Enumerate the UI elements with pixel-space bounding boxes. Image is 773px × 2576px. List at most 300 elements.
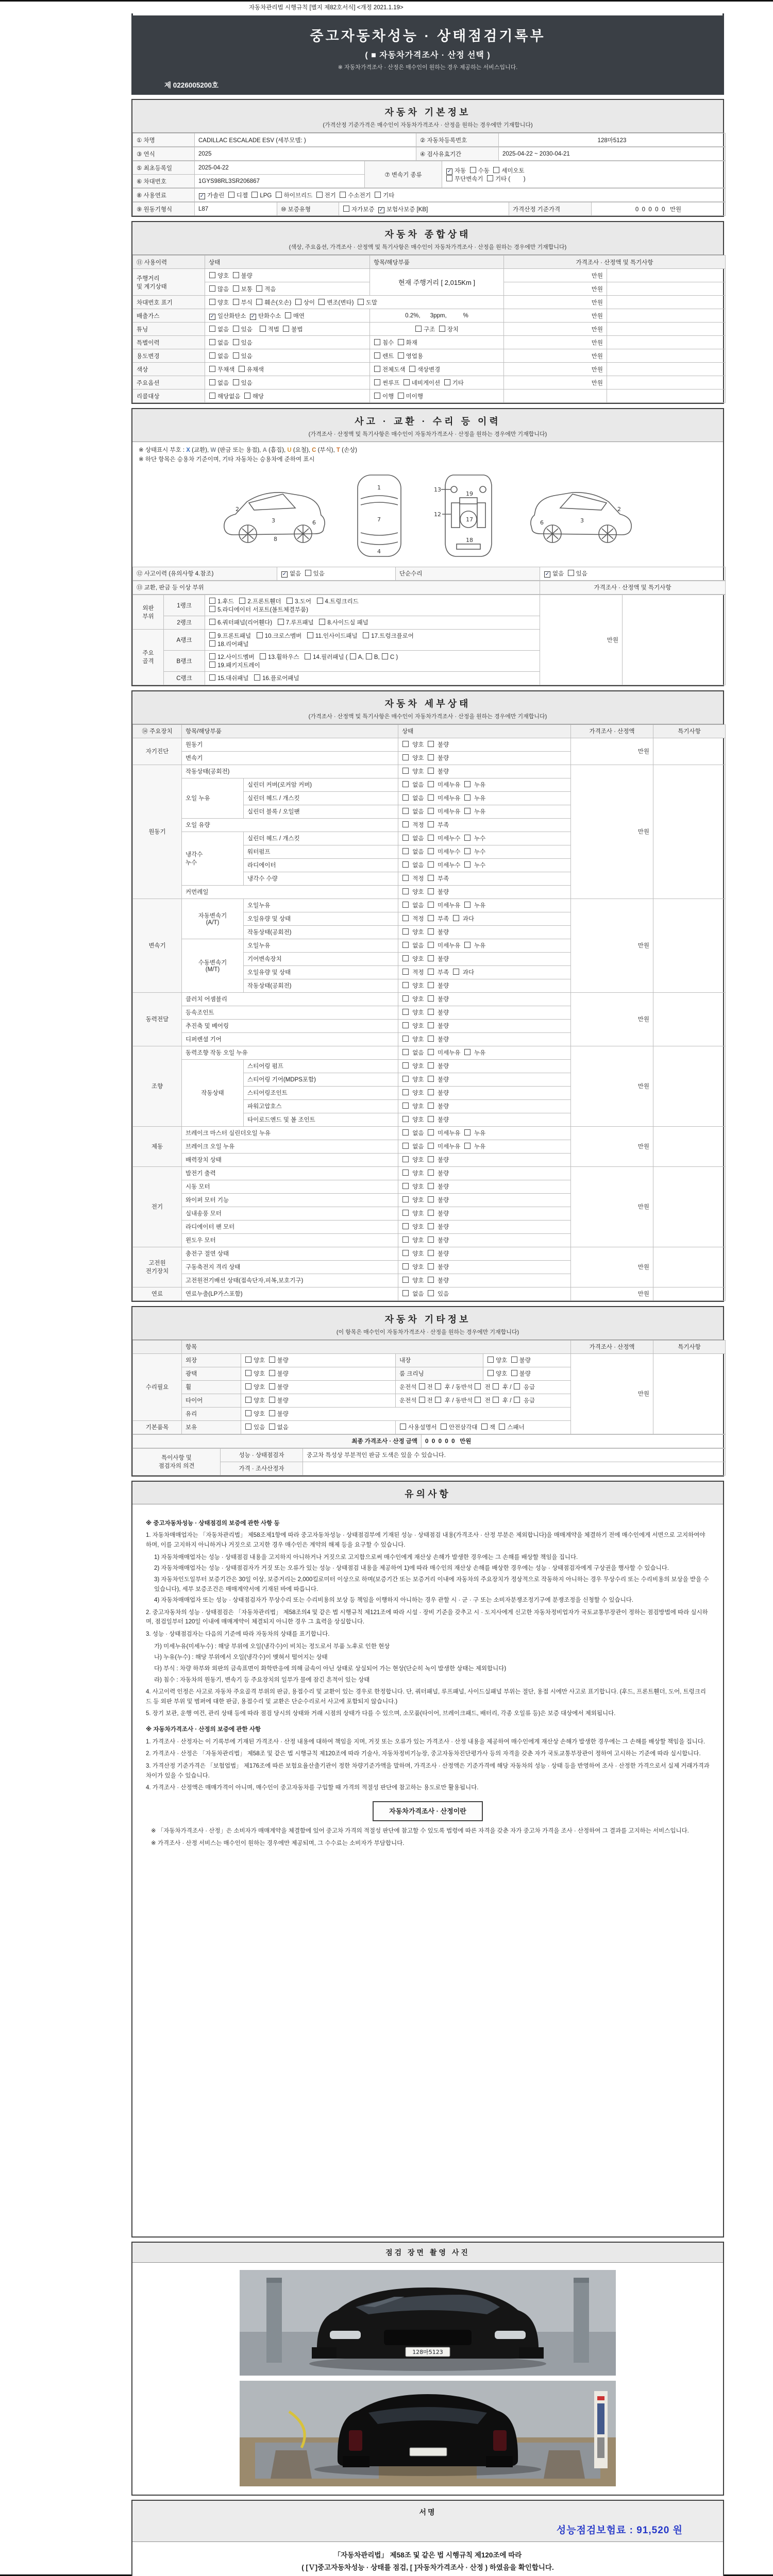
checkbox[interactable] bbox=[419, 1397, 425, 1403]
checkbox[interactable] bbox=[428, 1129, 434, 1136]
checkbox[interactable] bbox=[233, 379, 239, 385]
checkbox[interactable] bbox=[402, 754, 409, 760]
checkbox[interactable] bbox=[428, 1223, 434, 1229]
checkbox[interactable] bbox=[514, 1383, 520, 1389]
checkbox[interactable] bbox=[428, 1089, 434, 1095]
table-cell: 발전기 출력 bbox=[182, 1166, 398, 1180]
checkbox[interactable] bbox=[209, 285, 215, 292]
table-cell: 라디에이터 팬 모터 bbox=[182, 1220, 398, 1233]
checkbox[interactable] bbox=[428, 1062, 434, 1069]
table-cell: 만원 bbox=[504, 336, 607, 349]
notice-line: 2. 가격조사 · 산정은 「자동차관리법」 제58조 및 같은 법 시행규칙 제120조에 따라 기술사, 자동차정비기능장, 중고자동차진단평가사 등의 자격을 갖춘 자가 국토교통부장관이 정하여 고시하는 기준에 따라 실시합니다. bbox=[146, 1751, 701, 1757]
document-number: 제 0226005200호 bbox=[164, 81, 219, 89]
table-cell: ⑩ 보증유형 bbox=[277, 202, 339, 216]
checkbox[interactable] bbox=[402, 1009, 409, 1015]
notice-line: 2. 중고자동차의 성능 · 상태점검은 「자동차관리법」 제58조의4 및 같은 법 시행규칙 제121조에 따라 시설 · 장비 기준을 갖추고 시 · 도지사에게 신고한 자동차정비업자가 국토교통부장관이 정하는 점검방법에 따라 실시하며, 점검일부터 120일 이내에 매매계약이 체결되지 아니한 경우 그 효력을 상실합니다. bbox=[146, 1609, 708, 1625]
table-cell: 만원 bbox=[504, 282, 607, 296]
table-cell bbox=[607, 363, 726, 376]
table-cell: 용도변경 bbox=[133, 349, 205, 363]
section-accident-title: 사고 · 교환 · 수리 등 이력 bbox=[355, 416, 501, 427]
checkbox[interactable] bbox=[428, 1116, 434, 1122]
checkbox[interactable] bbox=[245, 1383, 251, 1389]
table-cell: 연료 bbox=[133, 1287, 182, 1300]
table-cell: 수동변속기 (M/T) bbox=[182, 939, 244, 992]
checkbox[interactable] bbox=[428, 1263, 434, 1269]
checkbox[interactable] bbox=[209, 339, 215, 345]
checkbox[interactable] bbox=[428, 1250, 434, 1256]
checkbox[interactable] bbox=[276, 192, 282, 198]
checkbox[interactable] bbox=[428, 1009, 434, 1015]
checkbox[interactable] bbox=[402, 942, 409, 948]
table-cell bbox=[133, 1340, 182, 1353]
checkbox[interactable] bbox=[245, 1397, 251, 1403]
table-cell: 없음 미세누수 누수 bbox=[398, 845, 571, 858]
checkbox[interactable] bbox=[464, 861, 470, 868]
table-cell: 양호 불량 bbox=[398, 1260, 571, 1274]
checkbox[interactable] bbox=[382, 653, 388, 659]
checkbox[interactable] bbox=[493, 1397, 499, 1403]
checkbox[interactable] bbox=[209, 632, 215, 638]
checkbox[interactable] bbox=[209, 299, 215, 305]
diagram-number-sill: 8 bbox=[274, 535, 277, 543]
checkbox[interactable] bbox=[428, 835, 434, 841]
section-detail-subtitle: (가격조사 · 산정액 및 특기사항은 매수인이 자동차가격조사 · 산정을 원하는 경우에만 기재합니다) bbox=[308, 713, 547, 720]
checkbox[interactable] bbox=[428, 821, 434, 827]
checkbox[interactable] bbox=[428, 1103, 434, 1109]
table-cell: ⑧ 사용연료 bbox=[133, 189, 195, 202]
checkbox[interactable] bbox=[209, 619, 215, 625]
checkbox[interactable] bbox=[402, 781, 409, 787]
table-cell: 가격조사 · 산정액 및 특기사항 bbox=[504, 256, 726, 269]
checkbox[interactable] bbox=[428, 1277, 434, 1283]
checkbox[interactable] bbox=[404, 379, 410, 385]
checkbox[interactable] bbox=[278, 619, 284, 625]
checkbox[interactable] bbox=[428, 1196, 434, 1202]
checkbox[interactable] bbox=[209, 393, 215, 399]
table-cell: 만원 bbox=[571, 738, 653, 765]
checkbox[interactable] bbox=[428, 1183, 434, 1189]
checkbox[interactable] bbox=[481, 1423, 488, 1430]
notice-line: 1. 자동차매매업자는 「자동차관리법」 제58조제1항에 따라 중고자동차성능 · 상태점검부에 기재된 성능 · 상태점검 내용(가격조사 · 산정 부분은 제외합니다)을 매매계약을 체결하기 전에 매수인에게 서면으로 고지하여야 하며, 이를 고지하지 아니하거나 거짓으로 고지한 경우 매수인은 계약의 해제 등을 요구할 수 있습니다. bbox=[146, 1532, 705, 1549]
car-diagram-side-right bbox=[527, 477, 637, 554]
checkbox[interactable] bbox=[239, 598, 245, 604]
checkbox-checked[interactable]: ✓ bbox=[282, 571, 287, 578]
table-cell: 실린더 커버(로커암 커버) bbox=[244, 778, 398, 791]
checkbox[interactable] bbox=[499, 1423, 505, 1430]
checkbox[interactable] bbox=[402, 888, 409, 894]
checkbox[interactable] bbox=[415, 326, 422, 332]
table-cell: 원동기 bbox=[133, 765, 182, 899]
notice-line: ※ 「자동차가격조사 · 산정」은 소비자가 매매계약을 체결함에 있어 중고차 가격의 적절성 판단에 참고할 수 있도록 법령에 따른 자격을 갖춘 자가 중고차 가격을 조사 · 산정하여 그 결과를 고지하는 서비스입니다. bbox=[151, 1827, 689, 1834]
checkbox-checked[interactable]: ✓ bbox=[379, 207, 384, 213]
checkbox[interactable] bbox=[239, 366, 245, 372]
checkbox[interactable] bbox=[402, 768, 409, 774]
checkbox[interactable] bbox=[283, 326, 289, 332]
checkbox[interactable] bbox=[374, 393, 380, 399]
checkbox[interactable] bbox=[363, 632, 369, 638]
overall-state-table bbox=[132, 255, 723, 403]
status-code: A bbox=[262, 447, 267, 453]
checkbox-checked[interactable]: ✓ bbox=[250, 313, 256, 319]
checkbox[interactable] bbox=[319, 619, 325, 625]
table-cell: 제동 bbox=[133, 1126, 182, 1166]
checkbox[interactable] bbox=[475, 1397, 481, 1403]
table-cell: 스티어링 기어(MDPS포함) bbox=[244, 1073, 398, 1086]
checkbox[interactable] bbox=[428, 995, 434, 1002]
checkbox[interactable] bbox=[428, 808, 434, 814]
section-accident-history bbox=[131, 408, 724, 686]
checkbox[interactable] bbox=[419, 1383, 425, 1389]
checkbox[interactable] bbox=[269, 1410, 275, 1416]
checkbox[interactable] bbox=[402, 835, 409, 841]
checkbox[interactable] bbox=[269, 1383, 275, 1389]
basic-info-table-row2 bbox=[132, 147, 723, 161]
checkbox[interactable] bbox=[428, 741, 434, 747]
checkbox[interactable] bbox=[514, 1397, 520, 1403]
checkbox[interactable] bbox=[428, 1022, 434, 1028]
notice-line: 라) 침수 : 자동차의 원동기, 변속기 등 주요장치의 일부가 물에 잠긴 흔적이 있는 상태 bbox=[154, 1676, 370, 1683]
checkbox[interactable] bbox=[428, 888, 434, 894]
checkbox[interactable] bbox=[269, 1397, 275, 1403]
checkbox[interactable] bbox=[464, 781, 470, 787]
checkbox[interactable] bbox=[402, 1250, 409, 1256]
checkbox[interactable] bbox=[374, 339, 380, 345]
notice-line: ※ 가격조사 · 산정 서비스는 매수인이 원하는 경우에만 제공되며, 그 수수료는 소비자가 부담합니다. bbox=[151, 1840, 405, 1847]
checkbox[interactable] bbox=[511, 1357, 517, 1363]
checkbox[interactable] bbox=[464, 1129, 470, 1136]
checkbox[interactable] bbox=[444, 379, 450, 385]
section-detail-state bbox=[131, 690, 724, 1302]
checkbox[interactable] bbox=[374, 352, 380, 359]
checkbox[interactable] bbox=[428, 1076, 434, 1082]
detail-state-table bbox=[132, 724, 723, 1301]
section-basic-info bbox=[131, 99, 724, 217]
table-cell: 오일누유 bbox=[244, 899, 398, 912]
notice-line: 3. 성능 · 상태점검자는 다음의 기준에 따라 자동차의 상태를 표기합니다. bbox=[146, 1631, 330, 1638]
checkbox[interactable] bbox=[402, 1116, 409, 1122]
checkbox[interactable] bbox=[245, 1370, 251, 1376]
section-overall-subtitle: (색상, 주요옵션, 가격조사 · 산정액 및 특기사항은 매수인이 자동차가격조사 · 산정을 원하는 경우에만 기재합니다) bbox=[289, 244, 567, 250]
table-cell: 양호 불량 bbox=[398, 1180, 571, 1193]
checkbox[interactable] bbox=[209, 326, 215, 332]
checkbox[interactable] bbox=[257, 632, 263, 638]
checkbox[interactable] bbox=[402, 1036, 409, 1042]
checkbox-checked[interactable]: ✓ bbox=[447, 168, 452, 174]
checkbox[interactable] bbox=[435, 1383, 441, 1389]
diagram-number-fender-right: 2 bbox=[617, 505, 621, 513]
checkbox[interactable] bbox=[464, 942, 470, 948]
checkbox[interactable] bbox=[453, 969, 459, 975]
checkbox[interactable] bbox=[350, 653, 356, 659]
checkbox[interactable] bbox=[402, 1156, 409, 1162]
checkbox[interactable] bbox=[464, 808, 470, 814]
table-cell: 만원 bbox=[504, 269, 607, 282]
checkbox[interactable] bbox=[428, 1170, 434, 1176]
checkbox[interactable] bbox=[305, 653, 311, 659]
table-cell: 현재 주행거리 [ 2,015Km ] bbox=[370, 269, 504, 296]
checkbox[interactable] bbox=[402, 875, 409, 881]
checkbox[interactable] bbox=[374, 379, 380, 385]
checkbox[interactable] bbox=[402, 821, 409, 827]
table-cell: 냉각수 수량 bbox=[244, 872, 398, 885]
checkbox[interactable] bbox=[402, 969, 409, 975]
table-cell bbox=[607, 336, 726, 349]
checkbox[interactable] bbox=[402, 861, 409, 868]
table-cell: 만원 bbox=[571, 1287, 653, 1300]
checkbox[interactable] bbox=[402, 741, 409, 747]
checkbox[interactable] bbox=[439, 326, 445, 332]
table-cell: 내장 bbox=[396, 1353, 483, 1367]
checkbox[interactable] bbox=[209, 352, 215, 359]
checkbox[interactable] bbox=[464, 1049, 470, 1055]
checkbox[interactable] bbox=[260, 653, 266, 659]
checkbox[interactable] bbox=[256, 285, 262, 292]
diagram-number-trunk: 4 bbox=[377, 548, 381, 555]
checkbox[interactable] bbox=[402, 902, 409, 908]
form-table bbox=[132, 188, 726, 202]
checkbox[interactable] bbox=[233, 285, 239, 292]
checkbox[interactable] bbox=[402, 928, 409, 935]
checkbox[interactable] bbox=[340, 192, 346, 198]
checkbox[interactable] bbox=[209, 272, 215, 278]
checkbox[interactable] bbox=[402, 794, 409, 801]
checkbox[interactable] bbox=[409, 366, 415, 372]
checkbox[interactable] bbox=[366, 653, 372, 659]
table-cell: 128마5123 bbox=[499, 133, 726, 147]
table-cell: 만원 bbox=[504, 323, 607, 336]
checkbox[interactable] bbox=[402, 848, 409, 854]
table-cell bbox=[607, 376, 726, 389]
checkbox[interactable] bbox=[402, 915, 409, 921]
table-cell: 작동상태(공회전) bbox=[244, 925, 398, 939]
checkbox[interactable] bbox=[488, 1370, 494, 1376]
table-cell: 특이사항 및 점검자의 의견 bbox=[133, 1448, 221, 1475]
checkbox[interactable] bbox=[233, 339, 239, 345]
checkbox[interactable] bbox=[402, 1223, 409, 1229]
checkbox[interactable] bbox=[402, 1290, 409, 1296]
checkbox[interactable] bbox=[475, 1383, 481, 1389]
table-cell: 1GYS98RL3SR206867 bbox=[195, 175, 365, 188]
checkbox[interactable] bbox=[269, 1370, 275, 1376]
checkbox[interactable] bbox=[318, 299, 325, 305]
checkbox[interactable] bbox=[428, 955, 434, 961]
checkbox[interactable] bbox=[209, 640, 215, 647]
notice-line: 3) 자동차인도일부터 보증기간은 30일 이상, 보증거리는 2,000킬로미터 이상으로 하며(보증기간 또는 보증거리 이내에 자동차의 주요장치가 정상적으로 작동하지 아니하는 경우 무상수리 또는 수리비용의 보상을 받을 수 있습니다), 세부 보증조건은 매매계약서에 기재된 바에 따릅니다. bbox=[154, 1576, 709, 1592]
notice-line: 4) 자동차매매업자 또는 성능 · 상태점검자가 무상수리 또는 수리비용의 보상 등 책임을 이행하지 아니하는 경우 관할 시 · 군 · 구 또는 소비자분쟁조정기구에 분쟁조정을 신청할 수 있습니다. bbox=[154, 1597, 634, 1604]
checkbox[interactable] bbox=[428, 969, 434, 975]
checkbox[interactable] bbox=[256, 299, 262, 305]
checkbox[interactable] bbox=[464, 848, 470, 854]
checkbox[interactable] bbox=[470, 167, 476, 173]
checkbox[interactable] bbox=[269, 1357, 275, 1363]
checkbox[interactable] bbox=[375, 192, 381, 198]
checkbox[interactable] bbox=[402, 982, 409, 988]
checkbox[interactable] bbox=[245, 1423, 251, 1430]
table-cell: 동력전달 bbox=[133, 992, 182, 1046]
checkbox[interactable] bbox=[317, 598, 323, 604]
table-cell: 양호 불량 bbox=[398, 1019, 571, 1032]
checkbox[interactable] bbox=[260, 326, 266, 332]
checkbox[interactable] bbox=[428, 1036, 434, 1042]
table-cell: 양호 불량 bbox=[398, 1233, 571, 1247]
checkbox[interactable] bbox=[233, 272, 239, 278]
checkbox[interactable] bbox=[428, 861, 434, 868]
checkbox[interactable] bbox=[453, 915, 459, 921]
checkbox[interactable] bbox=[428, 915, 434, 921]
table-cell: 추진축 및 베어링 bbox=[182, 1019, 398, 1032]
checkbox[interactable] bbox=[398, 352, 404, 359]
checkbox[interactable] bbox=[428, 1156, 434, 1162]
checkbox[interactable] bbox=[428, 781, 434, 787]
table-cell bbox=[653, 992, 726, 1046]
checkbox[interactable] bbox=[402, 808, 409, 814]
checkbox[interactable] bbox=[402, 1129, 409, 1136]
table-cell: 만원 bbox=[571, 1046, 653, 1126]
table-cell: 동력조향 작동 오일 누유 bbox=[182, 1046, 398, 1059]
checkbox[interactable] bbox=[464, 794, 470, 801]
checkbox[interactable] bbox=[428, 902, 434, 908]
checkbox[interactable] bbox=[316, 192, 323, 198]
checkbox[interactable] bbox=[285, 312, 291, 318]
checkbox[interactable] bbox=[209, 366, 215, 372]
checkbox[interactable] bbox=[402, 955, 409, 961]
form-table bbox=[132, 161, 726, 188]
checkbox[interactable] bbox=[233, 299, 239, 305]
table-cell bbox=[607, 349, 726, 363]
checkbox[interactable] bbox=[402, 1170, 409, 1176]
table-cell: ✓ 없음 있음 bbox=[277, 567, 396, 580]
signature-label: 서명 bbox=[419, 2507, 436, 2516]
table-cell: 만원 bbox=[571, 899, 653, 992]
table-cell: 양호 불량 bbox=[398, 1274, 571, 1287]
checkbox[interactable] bbox=[269, 1423, 275, 1430]
checkbox[interactable] bbox=[402, 1196, 409, 1202]
checkbox[interactable] bbox=[209, 653, 215, 659]
checkbox[interactable] bbox=[398, 393, 404, 399]
checkbox[interactable] bbox=[464, 1143, 470, 1149]
checkbox[interactable] bbox=[402, 1277, 409, 1283]
form-table bbox=[132, 1434, 726, 1448]
checkbox[interactable] bbox=[209, 379, 215, 385]
table-cell: 항목/해당부품 bbox=[370, 256, 504, 269]
table-cell: 없음 미세누유 누유 bbox=[398, 1140, 571, 1153]
checkbox[interactable] bbox=[488, 1357, 494, 1363]
table-cell: 양호 불량 bbox=[398, 738, 571, 751]
checkbox[interactable] bbox=[402, 1263, 409, 1269]
checkbox[interactable] bbox=[402, 1183, 409, 1189]
table-cell: 전기 bbox=[133, 1166, 182, 1247]
table-cell bbox=[653, 765, 726, 899]
checkbox[interactable] bbox=[428, 794, 434, 801]
checkbox[interactable] bbox=[428, 942, 434, 948]
section-signature bbox=[131, 2500, 724, 2576]
checkbox[interactable] bbox=[428, 1236, 434, 1243]
checkbox-checked[interactable]: ✓ bbox=[210, 313, 215, 319]
checkbox[interactable] bbox=[493, 167, 499, 173]
checkbox[interactable] bbox=[464, 835, 470, 841]
checkbox[interactable] bbox=[402, 1049, 409, 1055]
checkbox[interactable] bbox=[209, 606, 215, 612]
checkbox[interactable] bbox=[209, 598, 215, 604]
checkbox[interactable] bbox=[307, 632, 313, 638]
checkbox[interactable] bbox=[398, 339, 404, 345]
checkbox[interactable] bbox=[464, 902, 470, 908]
checkbox[interactable] bbox=[428, 768, 434, 774]
checkbox[interactable] bbox=[245, 1357, 251, 1363]
checkbox[interactable] bbox=[228, 192, 234, 198]
checkbox[interactable] bbox=[428, 848, 434, 854]
checkbox[interactable] bbox=[295, 299, 301, 305]
table-cell: 수리필요 bbox=[133, 1353, 182, 1420]
checkbox[interactable] bbox=[209, 662, 215, 668]
diagram-number-quarter: 6 bbox=[312, 519, 316, 526]
checkbox[interactable] bbox=[487, 175, 493, 181]
checkbox[interactable] bbox=[402, 1210, 409, 1216]
checkbox[interactable] bbox=[402, 1022, 409, 1028]
checkbox[interactable] bbox=[245, 1410, 251, 1416]
checkbox[interactable] bbox=[435, 1397, 441, 1403]
inspection-photo-rear bbox=[240, 2381, 616, 2486]
checkbox[interactable] bbox=[446, 175, 452, 181]
checkbox[interactable] bbox=[244, 393, 250, 399]
notice-line: 가) 미세누유(미세누수) : 해당 부위에 오일(냉각수)이 비치는 정도로서 부품 노후로 인한 현상 bbox=[154, 1643, 390, 1650]
table-cell: 실린더 블록 / 오일팬 bbox=[244, 805, 398, 818]
checkbox[interactable] bbox=[402, 995, 409, 1002]
checkbox[interactable] bbox=[428, 875, 434, 881]
checkbox[interactable] bbox=[402, 1089, 409, 1095]
table-cell: 없음 미세누유 누유 bbox=[398, 1126, 571, 1140]
form-table bbox=[132, 567, 726, 581]
car-diagram-side-left bbox=[218, 477, 329, 554]
checkbox[interactable] bbox=[428, 754, 434, 760]
checkbox[interactable] bbox=[402, 1062, 409, 1069]
checkbox[interactable] bbox=[343, 206, 349, 212]
checkbox[interactable] bbox=[428, 1049, 434, 1055]
checkbox[interactable] bbox=[441, 1423, 447, 1430]
checkbox[interactable] bbox=[251, 192, 258, 198]
checkbox[interactable] bbox=[402, 1236, 409, 1243]
checkbox[interactable] bbox=[428, 1210, 434, 1216]
checkbox-checked[interactable]: ✓ bbox=[545, 571, 550, 578]
checkbox[interactable] bbox=[374, 366, 380, 372]
checkbox[interactable] bbox=[254, 674, 260, 681]
checkbox[interactable] bbox=[428, 1290, 434, 1296]
checkbox[interactable] bbox=[493, 1383, 499, 1389]
checkbox[interactable] bbox=[428, 928, 434, 935]
checkbox[interactable] bbox=[209, 674, 215, 681]
table-cell: L87 bbox=[195, 202, 277, 216]
checkbox[interactable] bbox=[511, 1370, 517, 1376]
table-cell: 썬루프 네비게이션 기타 bbox=[370, 376, 504, 389]
checkbox[interactable] bbox=[358, 299, 364, 305]
checkbox[interactable] bbox=[305, 570, 311, 576]
checkbox[interactable] bbox=[428, 982, 434, 988]
checkbox[interactable] bbox=[402, 1103, 409, 1109]
checkbox[interactable] bbox=[402, 1143, 409, 1149]
checkbox[interactable] bbox=[233, 326, 239, 332]
checkbox-checked[interactable]: ✓ bbox=[199, 193, 205, 199]
checkbox[interactable] bbox=[287, 598, 293, 604]
table-cell: 주요옵션 bbox=[133, 376, 205, 389]
checkbox[interactable] bbox=[568, 570, 574, 576]
checkbox[interactable] bbox=[402, 1076, 409, 1082]
table-cell: 색상 bbox=[133, 363, 205, 376]
status-code: C bbox=[312, 447, 316, 453]
checkbox[interactable] bbox=[400, 1423, 406, 1430]
table-cell: 단순수리 bbox=[396, 567, 540, 580]
checkbox[interactable] bbox=[428, 1143, 434, 1149]
checkbox[interactable] bbox=[233, 352, 239, 359]
